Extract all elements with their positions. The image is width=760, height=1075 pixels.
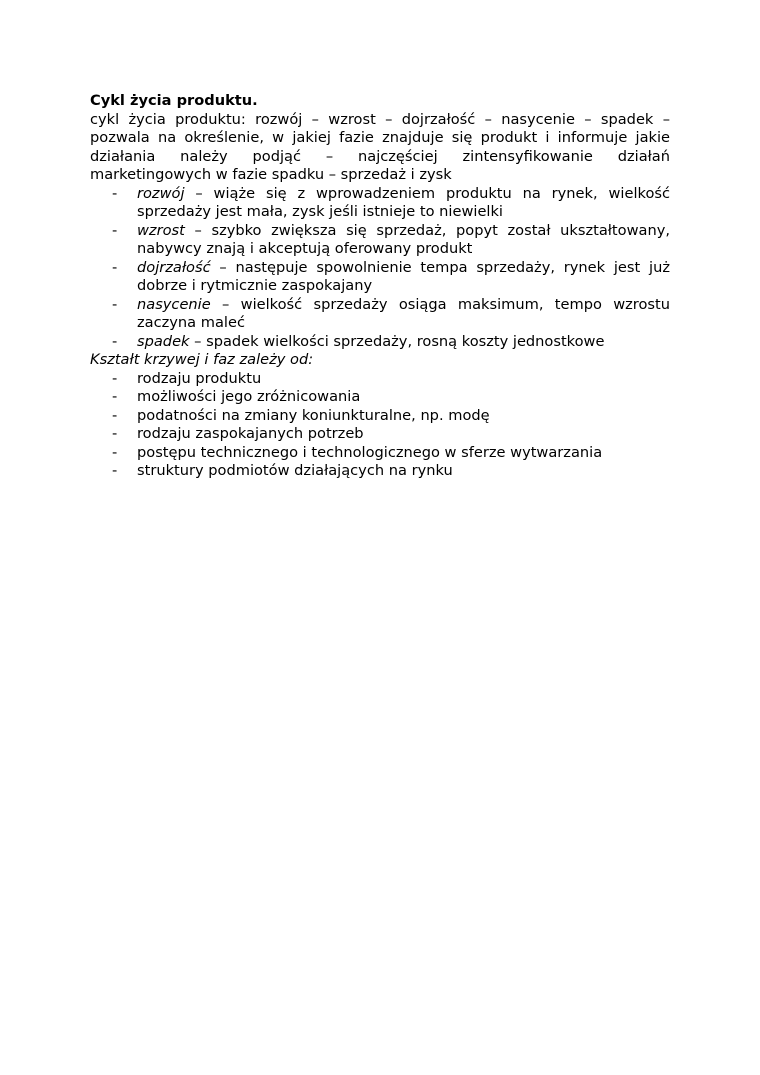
list-item bbox=[90, 370, 670, 389]
factor-text: podatności na zmiany koniunkturalne, np. modę bbox=[137, 406, 490, 424]
phase-description: – spadek wielkości sprzedaży, rosną koszty jednostkowe bbox=[189, 332, 605, 350]
factor-text: postępu technicznego i technologicznego w sferze wytwarzania bbox=[137, 443, 603, 461]
bullet-marker: - bbox=[112, 295, 118, 313]
phase-term: nasycenie bbox=[137, 295, 211, 313]
bullet-marker: - bbox=[112, 258, 118, 276]
phase-description: – szybko zwiększa się sprzedaż, popyt został ukształtowany, nabywcy znają i akceptują oferowany produkt bbox=[137, 221, 670, 257]
phase-description: – następuje spowolnienie tempa sprzedaży, rynek jest już dobrze i rytmicznie zaspokajany bbox=[137, 258, 670, 294]
phase-description: – wiąże się z wprowadzeniem produktu na rynek, wielkość sprzedaży jest mała, zysk jeśli istnieje to niewielki bbox=[137, 184, 670, 220]
list-item bbox=[90, 444, 670, 463]
bullet-marker: - bbox=[112, 462, 118, 479]
bullet-marker: - bbox=[112, 443, 118, 461]
list-item bbox=[90, 185, 670, 222]
factors-heading: Kształt krzywej i faz zależy od: bbox=[90, 351, 314, 368]
document-page bbox=[90, 92, 670, 481]
factor-text: możliwości jego zróżnicowania bbox=[137, 388, 361, 405]
phase-description: – wielkość sprzedaży osiąga maksimum, tempo wzrostu zaczyna maleć bbox=[137, 295, 670, 331]
factors-list bbox=[90, 370, 670, 481]
list-item bbox=[90, 407, 670, 426]
bullet-marker: - bbox=[112, 425, 118, 442]
list-item bbox=[90, 333, 670, 352]
phase-term: rozwój bbox=[137, 184, 185, 202]
factor-text: rodzaju zaspokajanych potrzeb bbox=[137, 425, 364, 442]
bullet-marker: - bbox=[112, 406, 118, 424]
phase-term: spadek bbox=[137, 332, 190, 350]
list-item bbox=[90, 259, 670, 296]
factor-text: struktury podmiotów działających na rynku bbox=[137, 462, 453, 479]
list-item bbox=[90, 462, 670, 481]
list-item bbox=[90, 388, 670, 407]
phases-list bbox=[90, 185, 670, 352]
list-item bbox=[90, 222, 670, 259]
bullet-marker: - bbox=[112, 388, 118, 405]
document-title: Cykl życia produktu. bbox=[90, 92, 258, 109]
list-item bbox=[90, 425, 670, 444]
bullet-marker: - bbox=[112, 332, 118, 350]
phase-term: dojrzałość bbox=[137, 258, 211, 276]
bullet-marker: - bbox=[112, 221, 118, 239]
factor-text: rodzaju produktu bbox=[137, 369, 262, 387]
intro-paragraph: cykl życia produktu: rozwój – wzrost – dojrzałość – nasycenie – spadek – pozwala na określenie, w jakiej fazie znajduje się produkt i informuje jakie działania należy podjąć – najczęściej zintensyfikowanie działań marketingowych w fazie spadku – sprzedaż i zysk bbox=[90, 110, 670, 183]
bullet-marker: - bbox=[112, 184, 118, 202]
bullet-marker: - bbox=[112, 369, 118, 387]
list-item bbox=[90, 296, 670, 333]
phase-term: wzrost bbox=[137, 221, 185, 239]
